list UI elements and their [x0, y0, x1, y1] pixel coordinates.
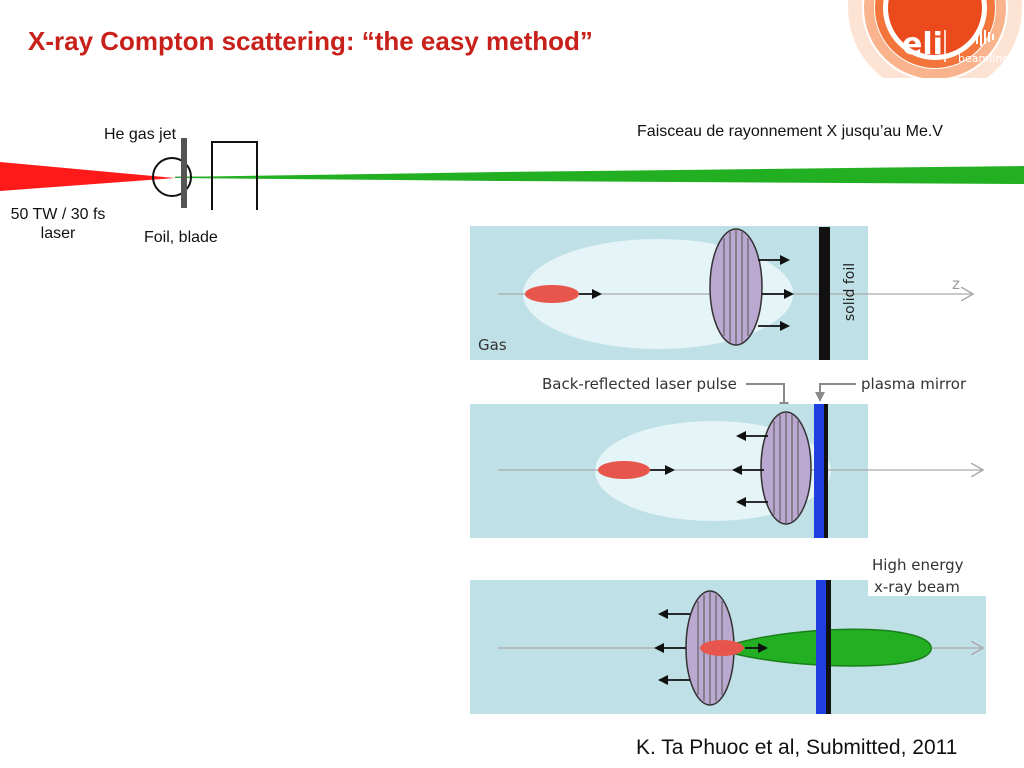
plasma-mirror-pointer	[820, 384, 856, 400]
plasma-mirror	[814, 404, 824, 538]
back-reflected-label: Back-reflected laser pulse	[542, 375, 737, 393]
laser-label: 50 TW / 30 fs laser	[10, 206, 106, 242]
electron-bunch	[525, 285, 579, 303]
high-energy-label-line1: High energy	[872, 556, 964, 574]
eli-logo	[840, 0, 1024, 78]
gas-label: Gas	[478, 336, 507, 354]
logo-subtext: beamlines	[958, 52, 1015, 65]
compton-stages-figure	[468, 224, 988, 718]
laser-pulse	[710, 229, 762, 345]
electron-bunch	[700, 640, 744, 656]
high-energy-label-line2: x-ray beam	[874, 578, 960, 596]
solid-foil	[819, 227, 830, 360]
solid-foil-label: solid foil	[842, 262, 858, 322]
foil-label: Foil, blade	[144, 229, 218, 246]
electron-bunch	[598, 461, 650, 479]
laser-beam	[0, 162, 175, 191]
plasma-mirror	[816, 580, 826, 714]
panel-scattering-stage	[470, 580, 986, 714]
xray-beam	[175, 166, 1024, 184]
citation: K. Ta Phuoc et al, Submitted, 2011	[636, 736, 958, 759]
gas-jet-label: He gas jet	[104, 126, 177, 143]
logo-mark: eli	[902, 27, 943, 62]
z-axis-label: z	[952, 275, 960, 293]
setup-schematic	[0, 100, 1024, 210]
reflected-laser-pulse	[761, 412, 811, 524]
slide-title: X-ray Compton scattering: “the easy method”	[28, 26, 593, 56]
plasma-mirror-label: plasma mirror	[861, 375, 967, 393]
panel-reflection-stage	[470, 404, 983, 538]
foil-blade	[181, 138, 187, 208]
panel-gas-stage	[470, 226, 973, 360]
xray-beam-label: Faisceau de rayonnement X jusqu’au Me.V	[637, 123, 943, 140]
